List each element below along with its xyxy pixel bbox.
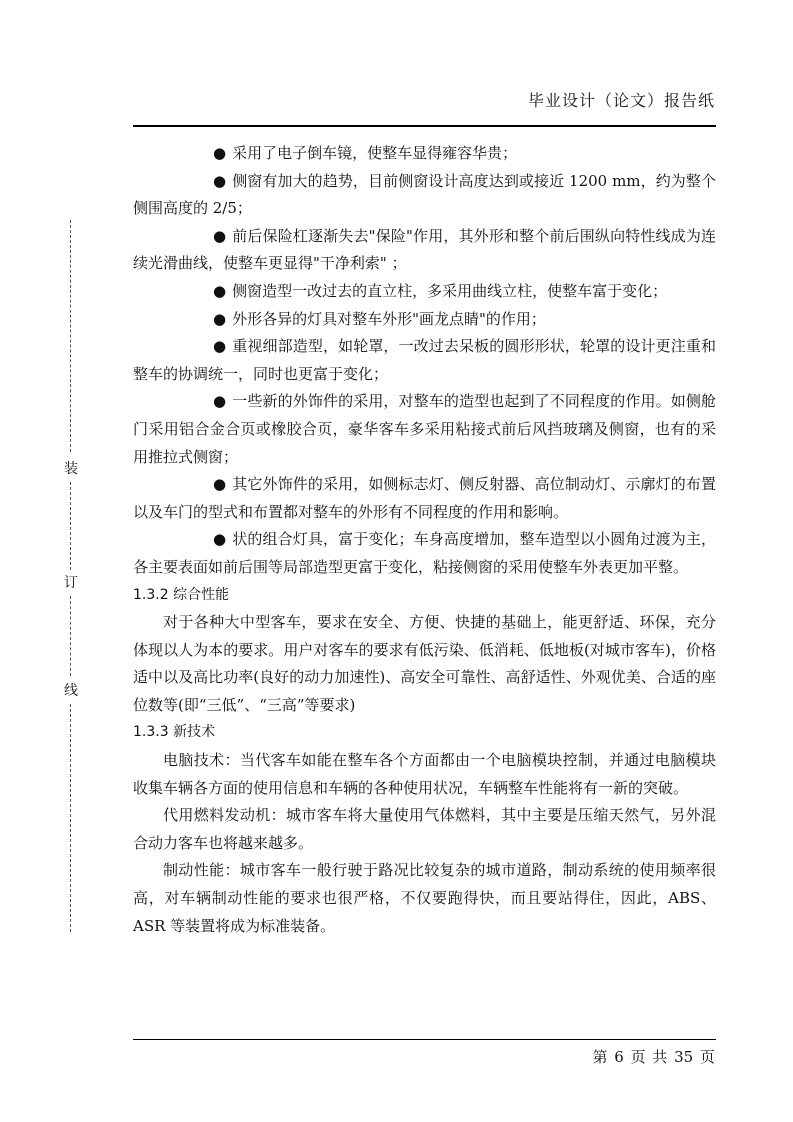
bullet-dot-icon: ● bbox=[213, 475, 227, 494]
document-body bbox=[133, 140, 716, 940]
bullet-item bbox=[133, 471, 716, 526]
bullet-dot-icon: ● bbox=[213, 281, 227, 300]
bullet-item bbox=[133, 278, 716, 306]
footer-rule bbox=[133, 1039, 716, 1040]
bullet-item bbox=[133, 333, 716, 388]
bullet-item bbox=[133, 388, 716, 471]
section-heading-1-3-2: 1.3.2 综合性能 bbox=[133, 586, 230, 603]
binding-char-xian: 线 bbox=[60, 680, 82, 700]
bullet-dot-icon: ● bbox=[213, 392, 227, 411]
section-paragraph: 对于各种大中型客车，要求在安全、方便、快捷的基础上，能更舒适、环保，充分体现以人为本的要求。用户对客车的要求有低污染、低消耗、低地板(对城市客车)，价格适中以及高比功率(良好的动力加速性)、高安全可靠性、高舒适性、外观优美、合适的座位数等(即“三低”、“三高”等要求) bbox=[133, 613, 716, 714]
bullet-dot-icon: ● bbox=[213, 337, 227, 356]
binding-margin bbox=[60, 220, 82, 932]
bullet-dot-icon: ● bbox=[213, 309, 227, 328]
header-rule bbox=[133, 125, 716, 127]
bullet-text: 采用了电子倒车镜，使整车显得雍容华贵； bbox=[232, 144, 518, 162]
binding-dash bbox=[70, 220, 71, 452]
bullet-text: 前后保险杠逐渐失去"保险"作用，其外形和整个前后围纵向特性线成为连续光滑曲线，使整车更显得"干净利索" ； bbox=[133, 226, 716, 273]
bullet-item bbox=[133, 306, 716, 334]
binding-dash bbox=[70, 704, 71, 932]
bullet-item bbox=[133, 223, 716, 278]
section-heading-1-3-3: 1.3.3 新技术 bbox=[133, 724, 216, 741]
header-title: 毕业设计（论文）报告纸 bbox=[527, 91, 715, 110]
bullet-dot-icon: ● bbox=[213, 226, 227, 245]
bullet-text: 一些新的外饰件的采用，对整车的造型也起到了不同程度的作用。如侧舱门采用铝合金合页或橡胶合页，豪华客车多采用粘接式前后风挡玻璃及侧窗，也有的采用推拉式侧窗； bbox=[133, 392, 716, 466]
bullet-item bbox=[133, 526, 716, 581]
binding-char-zhuang: 装 bbox=[60, 458, 82, 478]
bullet-dot-icon: ● bbox=[213, 530, 227, 549]
bullet-text: 重视细部造型，如轮罩，一改过去呆板的圆形形状，轮罩的设计更注重和整车的协调统一，同时也更富于变化； bbox=[133, 337, 716, 383]
bullet-text: 状的组合灯具，富于变化；车身高度增加，整车造型以小圆角过渡为主，各主要表面如前后围等局部造型更富于变化，粘接侧窗的采用使整车外表更加平整。 bbox=[133, 530, 716, 576]
section-paragraph: 制动性能：城市客车一般行驶于路况比较复杂的城市道路，制动系统的使用频率很高，对车辆制动性能的要求也很严格，不仅要跑得快，而且要站得住，因此，ABS、ASR 等装置将成为标准装备。 bbox=[133, 861, 716, 935]
page-number: 第 6 页 共 35 页 bbox=[592, 1048, 715, 1066]
bullet-text: 侧窗有加大的趋势，目前侧窗设计高度达到或接近 1200 mm，约为整个侧围高度的 2/5； bbox=[133, 171, 716, 218]
bullet-text: 外形各异的灯具对整车外形"画龙点睛"的作用； bbox=[232, 309, 546, 328]
bullet-text: 侧窗造型一改过去的直立柱，多采用曲线立柱，使整车富于变化； bbox=[232, 281, 668, 300]
bullet-dot-icon: ● bbox=[213, 171, 227, 190]
binding-char-ding: 订 bbox=[60, 572, 82, 592]
bullet-dot-icon: ● bbox=[213, 144, 227, 162]
section-paragraph: 代用燃料发动机：城市客车将大量使用气体燃料，其中主要是压缩天然气，另外混合动力客车也将越来越多。 bbox=[133, 806, 716, 852]
bullet-text: 其它外饰件的采用，如侧标志灯、侧反射器、高位制动灯、示廓灯的布置以及车门的型式和布置都对整车的外形有不同程度的作用和影响。 bbox=[133, 475, 716, 521]
section-paragraph: 电脑技术：当代客车如能在整车各个方面都由一个电脑模块控制，并通过电脑模块收集车辆各方面的使用信息和车辆的各种使用状况，车辆整车性能将有一新的突破。 bbox=[133, 751, 716, 797]
bullet-item bbox=[133, 140, 716, 168]
binding-dash bbox=[70, 596, 71, 676]
bullet-item bbox=[133, 168, 716, 223]
binding-dash bbox=[70, 482, 71, 570]
